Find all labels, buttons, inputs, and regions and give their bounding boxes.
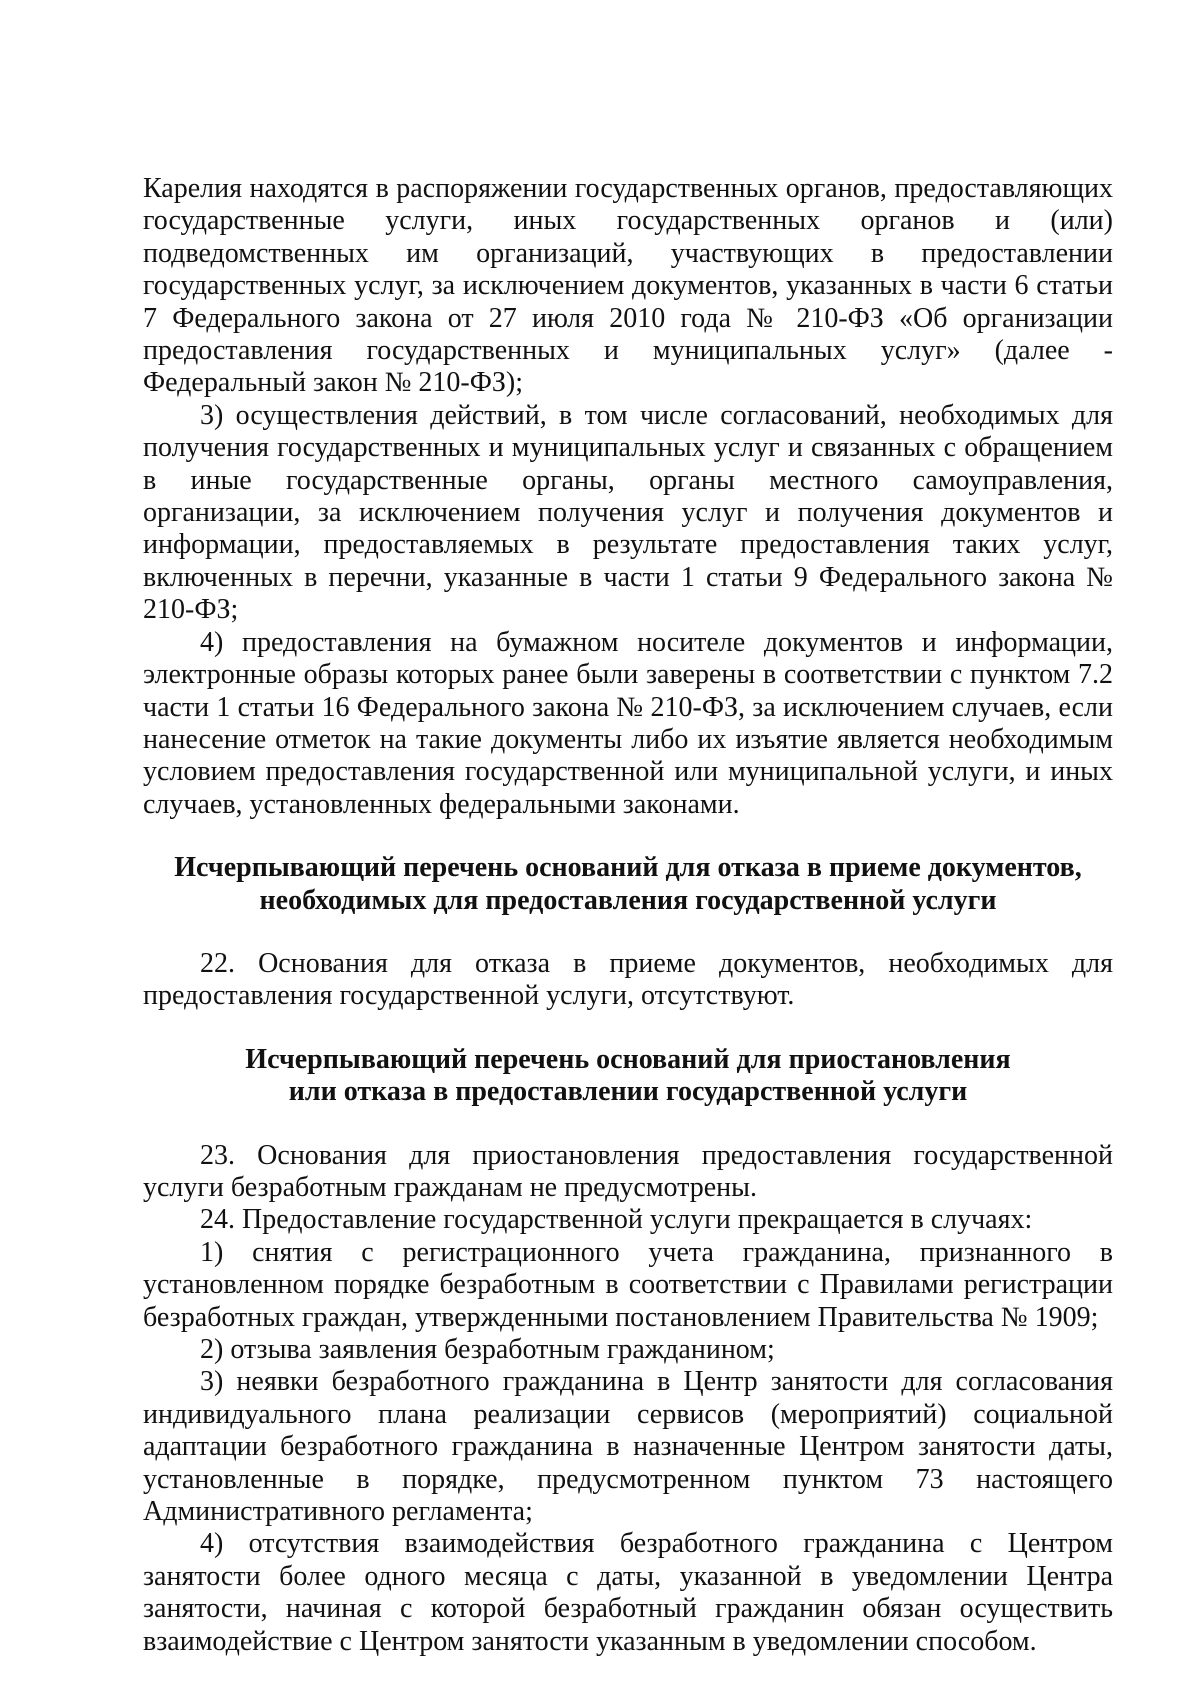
paragraph-item-4: 4) предоставления на бумажном носителе документов и информации, электронные образы которых ранее были заверены в соответствии с пунктом 7.2 части 1 статьи 16 Федерального закона № 210-ФЗ, за исключением случаев, если нанесение отметок на такие документы либо их изъятие является необходимым условием предоставления государственной или муниципальной услуги, и иных случаев, установленных федеральными законами. — [143, 626, 1113, 820]
heading-line: Исчерпывающий перечень оснований для приостановления — [245, 1043, 1011, 1075]
section-heading-suspension — [143, 1044, 1113, 1109]
heading-line: Исчерпывающий перечень оснований для отказа в приеме документов, — [174, 852, 1082, 884]
heading-line: необходимых для предоставления государственной услуги — [259, 884, 997, 916]
paragraph-continuation: Карелия находятся в распоряжении государственных органов, предоставляющих государственные услуги, иных государственных органов и (или) подведомственных им организаций, участвующих в предоставлении государственных услуг, за исключением документов, указанных в части 6 статьи 7 Федерального закона от 27 июля 2010 года № 210-ФЗ «Об организации предоставления государственных и муниципальных услуг» (далее - Федеральный закон № 210-ФЗ); — [143, 173, 1113, 399]
paragraph-24-item-4: 4) отсутствия взаимодействия безработного гражданина с Центром занятости более одного месяца с даты, указанной в уведомлении Центра занятости, начиная с которой безработный гражданин обязан осуществить взаимодействие с Центром занятости указанным в уведомлении способом. — [143, 1528, 1113, 1657]
heading-line: или отказа в предоставлении государственной услуги — [288, 1076, 968, 1108]
section-heading-refusal-documents — [143, 852, 1113, 917]
paragraph-22: 22. Основания для отказа в приеме документов, необходимых для предоставления государственной услуги, отсутствуют. — [143, 947, 1113, 1012]
paragraph-24: 24. Предоставление государственной услуги прекращается в случаях: — [200, 1204, 1033, 1236]
document-page — [143, 173, 1113, 1658]
paragraph-24-item-1: 1) снятия с регистрационного учета гражданина, признанного в установленном порядке безработным в соответствии с Правилами регистрации безработных граждан, утвержденными постановлением Правительства № 1909; — [143, 1236, 1113, 1333]
paragraph-item-3: 3) осуществления действий, в том числе согласований, необходимых для получения государственных и муниципальных услуг и связанных с обращением в иные государственные органы, органы местного самоуправления, организации, за исключением получения услуг и получения документов и информации, предоставляемых в результате предоставления таких услуг, включенных в перечни, указанные в части 1 статьи 9 Федерального закона № 210-ФЗ; — [143, 399, 1113, 626]
paragraph-24-item-3: 3) неявки безработного гражданина в Центр занятости для согласования индивидуального плана реализации сервисов (мероприятий) социальной адаптации безработного гражданина в назначенные Центром занятости даты, установленные в порядке, предусмотренном пунктом 73 настоящего Административного регламента; — [143, 1366, 1113, 1528]
paragraph-24-item-2: 2) отзыва заявления безработным гражданином; — [200, 1334, 775, 1365]
paragraph-23: 23. Основания для приостановления предоставления государственной услуги безработным гражданам не предусмотрены. — [143, 1139, 1113, 1203]
